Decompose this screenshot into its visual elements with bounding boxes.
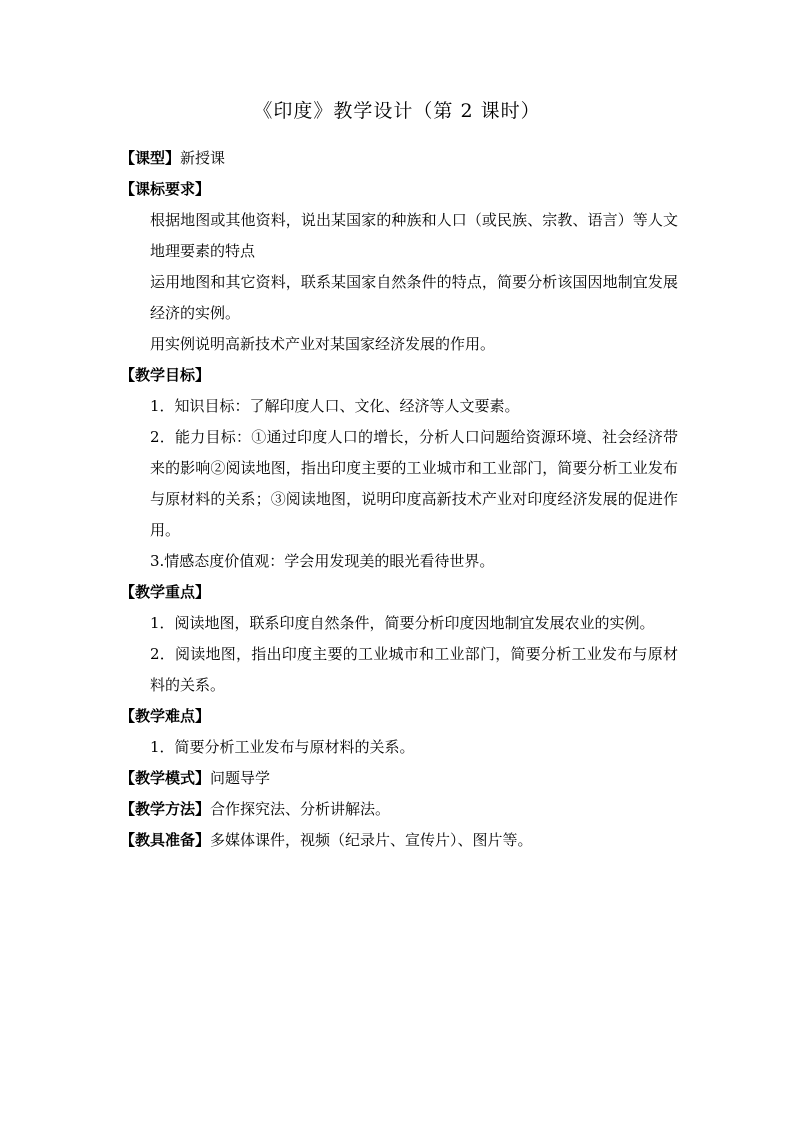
page-title: 《印度》教学设计（第 2 课时） [253,100,541,122]
lesson-type-line [120,143,678,174]
paragraph: 2．阅读地图，指出印度主要的工业城市和工业部门，简要分析工业发布与原材料的关系。 [150,645,678,694]
section-value: 新授课 [180,149,226,167]
section-heading-objectives: 【教学目标】 [120,366,211,384]
paragraph: 用实例说明高新技术产业对某国家经济发展的作用。 [150,335,496,353]
paragraph: 2．能力目标：①通过印度人口的增长，分析人口问题给资源环境、社会经济带来的影响②阅读地图，指出印度主要的工业城市和工业部门，简要分析工业发布与原材料的关系；③阅读地图，说明印度高新技术产业对印度经济发展的促进作用。 [150,428,678,539]
paragraph: 3.情感态度价值观：学会用发现美的眼光看待世界。 [150,552,495,570]
section-label: 【教具准备】 [120,831,211,849]
paragraph: 1．知识目标：了解印度人口、文化、经济等人文要素。 [150,397,520,415]
section-heading-difficulties: 【教学难点】 [120,707,211,725]
section-heading-key-points: 【教学重点】 [120,583,211,601]
section-label: 【课型】 [120,149,181,167]
teaching-mode-line [120,763,678,794]
section-label: 【教学方法】 [120,800,211,818]
paragraph: 根据地图或其他资料，说出某国家的种族和人口（或民族、宗教、语言）等人文地理要素的特点 [150,211,678,260]
section-value: 合作探究法、分析讲解法。 [210,800,391,818]
teaching-method-line [120,794,678,825]
teaching-aids-line [120,825,678,856]
document-body [120,143,678,856]
section-heading-standards: 【课标要求】 [120,180,211,198]
paragraph: 1．简要分析工业发布与原材料的关系。 [150,738,415,756]
section-label: 【教学模式】 [120,769,211,787]
paragraph: 运用地图和其它资料，联系某国家自然条件的特点，简要分析该国因地制宜发展经济的实例。 [150,273,678,322]
paragraph: 1．阅读地图，联系印度自然条件，简要分析印度因地制宜发展农业的实例。 [150,614,655,632]
section-value: 问题导学 [210,769,271,787]
section-value: 多媒体课件，视频（纪录片、宣传片）、图片等。 [210,831,533,849]
